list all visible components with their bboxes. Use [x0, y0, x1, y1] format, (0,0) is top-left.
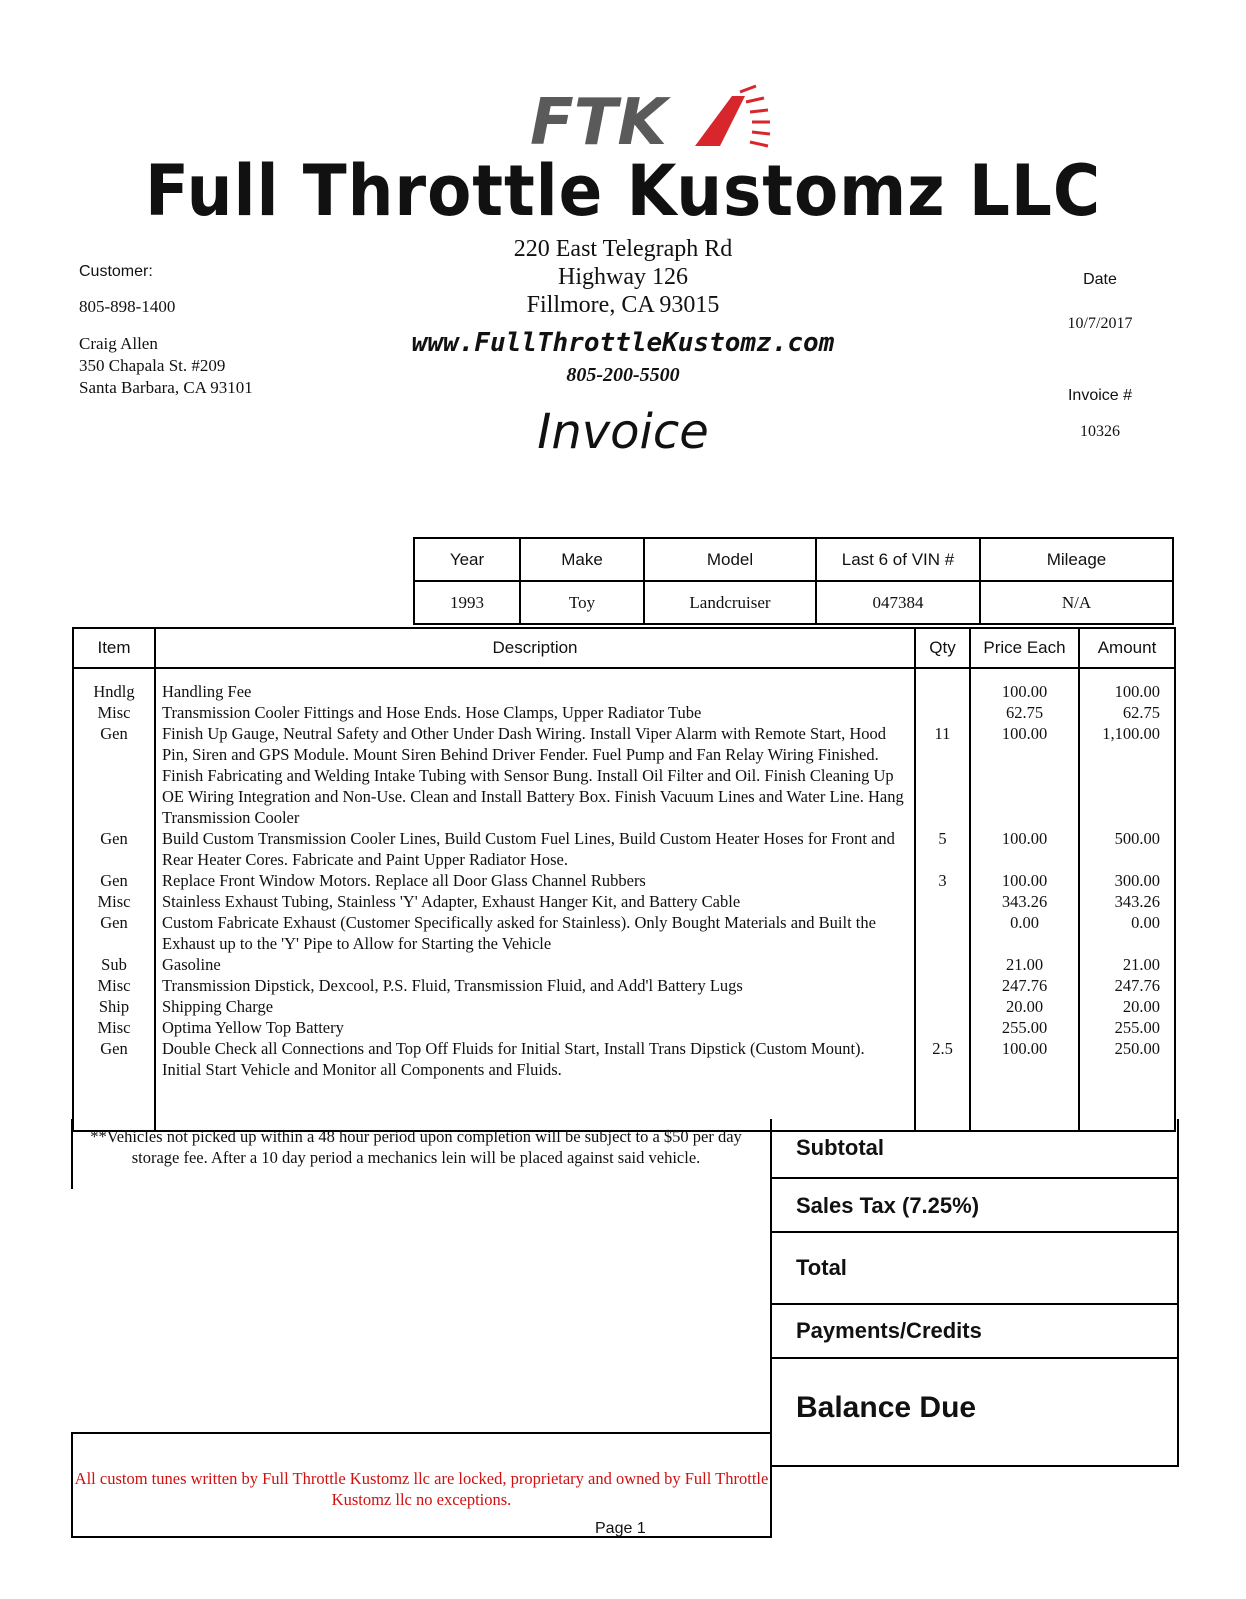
- vehicle-year: 1993: [414, 581, 520, 624]
- table-row: [73, 828, 1175, 870]
- payments-label: Payments/Credits: [796, 1318, 982, 1343]
- table-row: [73, 1038, 1175, 1080]
- item-amount: 247.76: [1079, 975, 1175, 996]
- item-description: Custom Fabricate Exhaust (Customer Specifically asked for Stainless). Only Bought Materials and Built the Exhaust up to the 'Y' Pipe to Allow for Starting the Vehicle: [155, 912, 915, 954]
- table-row: [73, 723, 1175, 828]
- date-value: 10/7/2017: [1067, 315, 1133, 332]
- item-qty: 11: [915, 723, 970, 828]
- item-price-each: 343.26: [970, 891, 1079, 912]
- logo-slash-icon: [695, 96, 745, 146]
- line-items-table: [72, 627, 1176, 1132]
- item-code: Gen: [73, 912, 155, 954]
- item-qty: [915, 1017, 970, 1038]
- item-amount: 500.00: [1079, 828, 1175, 870]
- vehicle-header-row: [414, 538, 1173, 581]
- vehicle-header-year: Year: [414, 538, 520, 581]
- item-amount: 255.00: [1079, 1017, 1175, 1038]
- table-row: [73, 891, 1175, 912]
- item-description: Stainless Exhaust Tubing, Stainless 'Y' Adapter, Exhaust Hanger Kit, and Battery Cable: [155, 891, 915, 912]
- item-amount: 250.00: [1079, 1038, 1175, 1080]
- subtotal-row: [772, 1119, 1177, 1179]
- item-description: Replace Front Window Motors. Replace all Door Glass Channel Rubbers: [155, 870, 915, 891]
- total-label: Total: [796, 1255, 847, 1280]
- address-line-2: Highway 126: [558, 264, 688, 290]
- item-code: Misc: [73, 891, 155, 912]
- item-qty: [915, 912, 970, 954]
- item-code: Gen: [73, 1038, 155, 1080]
- item-price-each: 62.75: [970, 702, 1079, 723]
- invoice-number-value: 10326: [1080, 423, 1120, 440]
- vehicle-table: [413, 537, 1174, 625]
- ftk-logo: [520, 84, 780, 154]
- item-amount: 1,100.00: [1079, 723, 1175, 828]
- balance-due-row: [772, 1359, 1177, 1463]
- customer-phone: 805-898-1400: [79, 297, 176, 316]
- sales-tax-label: Sales Tax (7.25%): [796, 1193, 980, 1218]
- invoice-number-label: Invoice #: [1067, 387, 1133, 404]
- table-row: [73, 954, 1175, 975]
- item-description: Double Check all Connections and Top Off Fluids for Initial Start, Install Trans Dipstick (Custom Mount). Initial Start Vehicle and Monitor all Components and Fluids.: [155, 1038, 915, 1080]
- item-qty: [915, 891, 970, 912]
- table-row: [73, 870, 1175, 891]
- item-price-each: 247.76: [970, 975, 1079, 996]
- address-line-1: 220 East Telegraph Rd: [513, 236, 733, 262]
- company-phone: 805-200-5500: [566, 364, 680, 386]
- item-description: Optima Yellow Top Battery: [155, 1017, 915, 1038]
- item-code: Sub: [73, 954, 155, 975]
- item-price-each: 100.00: [970, 668, 1079, 702]
- empty-cell: [73, 1080, 155, 1131]
- item-amount: 0.00: [1079, 912, 1175, 954]
- vehicle-model: Landcruiser: [644, 581, 816, 624]
- items-header-qty: Qty: [915, 628, 970, 668]
- item-price-each: 255.00: [970, 1017, 1079, 1038]
- customer-name: Craig Allen: [79, 334, 158, 353]
- vehicle-mileage: N/A: [980, 581, 1173, 624]
- item-code: Ship: [73, 996, 155, 1017]
- customer-street: 350 Chapala St. #209: [79, 356, 226, 375]
- item-description: Shipping Charge: [155, 996, 915, 1017]
- item-qty: 5: [915, 828, 970, 870]
- items-header-row: [73, 628, 1175, 668]
- item-amount: 343.26: [1079, 891, 1175, 912]
- vehicle-header-vin: Last 6 of VIN #: [816, 538, 980, 581]
- page-number: Page 1: [595, 1520, 646, 1537]
- item-code: Gen: [73, 723, 155, 828]
- document-title: Invoice: [537, 404, 709, 460]
- storage-notice: **Vehicles not picked up within a 48 hour period upon completion will be subject to a $50 per day storage fee. After a 10 day period a mechanics lein will be placed against said vehicle.: [90, 1127, 742, 1167]
- website: www.FullThrottleKustomz.com: [411, 328, 835, 358]
- item-code: Misc: [73, 975, 155, 996]
- customer-city: Santa Barbara, CA 93101: [79, 378, 253, 397]
- item-code: Gen: [73, 870, 155, 891]
- table-row: [73, 975, 1175, 996]
- vehicle-value-row: [414, 581, 1173, 624]
- item-code: Misc: [73, 702, 155, 723]
- logo-speed-lines-icon: [740, 86, 770, 146]
- table-row: [73, 668, 1175, 702]
- item-price-each: 100.00: [970, 723, 1079, 828]
- logo-text: FTK: [530, 86, 667, 154]
- items-header-description: Description: [155, 628, 915, 668]
- item-price-each: 0.00: [970, 912, 1079, 954]
- company-name: Full Throttle Kustomz LLC: [144, 150, 1102, 232]
- item-description: Gasoline: [155, 954, 915, 975]
- items-header-item: Item: [73, 628, 155, 668]
- item-qty: 3: [915, 870, 970, 891]
- item-price-each: 100.00: [970, 1038, 1079, 1080]
- item-amount: 62.75: [1079, 702, 1175, 723]
- item-qty: [915, 975, 970, 996]
- item-qty: [915, 702, 970, 723]
- vehicle-vin: 047384: [816, 581, 980, 624]
- items-header-amount: Amount: [1079, 628, 1175, 668]
- disclaimer-text: All custom tunes written by Full Throttle Kustomz llc are locked, proprietary and owned by Full Throttle Kustomz llc no exceptions.: [74, 1469, 769, 1509]
- item-price-each: 100.00: [970, 870, 1079, 891]
- vehicle-header-model: Model: [644, 538, 816, 581]
- item-code: Hndlg: [73, 668, 155, 702]
- total-row: [772, 1233, 1177, 1305]
- item-description: Build Custom Transmission Cooler Lines, Build Custom Fuel Lines, Build Custom Heater Hoses for Front and Rear Heater Cores. Fabricate and Paint Upper Radiator Hose.: [155, 828, 915, 870]
- item-amount: 20.00: [1079, 996, 1175, 1017]
- table-row: [73, 912, 1175, 954]
- item-description: Handling Fee: [155, 668, 915, 702]
- table-row: [73, 996, 1175, 1017]
- item-price-each: 20.00: [970, 996, 1079, 1017]
- notice-left-border: [71, 1119, 73, 1189]
- items-header-price-each: Price Each: [970, 628, 1079, 668]
- item-description: Finish Up Gauge, Neutral Safety and Other Under Dash Wiring. Install Viper Alarm with Remote Start, Hood Pin, Siren and GPS Module. Mount Siren Behind Driver Fender. Fuel Pump and Fan Relay Wiring Finished. Finish Fabricating and Welding Intake Tubing with Sensor Bung. Install Oil Filter and Oil. Finish Cleaning Up OE Wiring Integration and Non-Use. Clean and Install Battery Box. Finish Vacuum Lines and Water Line. Hang Transmission Cooler: [155, 723, 915, 828]
- sales-tax-row: [772, 1179, 1177, 1233]
- address-line-3: Fillmore, CA 93015: [526, 292, 720, 318]
- item-qty: [915, 954, 970, 975]
- item-price-each: 21.00: [970, 954, 1079, 975]
- item-code: Misc: [73, 1017, 155, 1038]
- item-code: Gen: [73, 828, 155, 870]
- item-amount: 21.00: [1079, 954, 1175, 975]
- item-amount: 100.00: [1079, 668, 1175, 702]
- item-price-each: 100.00: [970, 828, 1079, 870]
- vehicle-header-mileage: Mileage: [980, 538, 1173, 581]
- disclaimer-box: [71, 1432, 772, 1538]
- subtotal-label: Subtotal: [796, 1135, 884, 1160]
- table-row: [73, 1017, 1175, 1038]
- date-label: Date: [1083, 271, 1117, 288]
- totals-box: [770, 1119, 1179, 1467]
- item-qty: 2.5: [915, 1038, 970, 1080]
- item-description: Transmission Dipstick, Dexcool, P.S. Fluid, Transmission Fluid, and Add'l Battery Lugs: [155, 975, 915, 996]
- item-qty: [915, 668, 970, 702]
- item-qty: [915, 996, 970, 1017]
- items-body: [73, 668, 1175, 1131]
- vehicle-header-make: Make: [520, 538, 644, 581]
- payments-row: [772, 1305, 1177, 1359]
- balance-due-label: Balance Due: [796, 1391, 977, 1424]
- table-row: [73, 702, 1175, 723]
- item-amount: 300.00: [1079, 870, 1175, 891]
- customer-label: Customer:: [79, 263, 153, 280]
- vehicle-make: Toy: [520, 581, 644, 624]
- item-description: Transmission Cooler Fittings and Hose Ends. Hose Clamps, Upper Radiator Tube: [155, 702, 915, 723]
